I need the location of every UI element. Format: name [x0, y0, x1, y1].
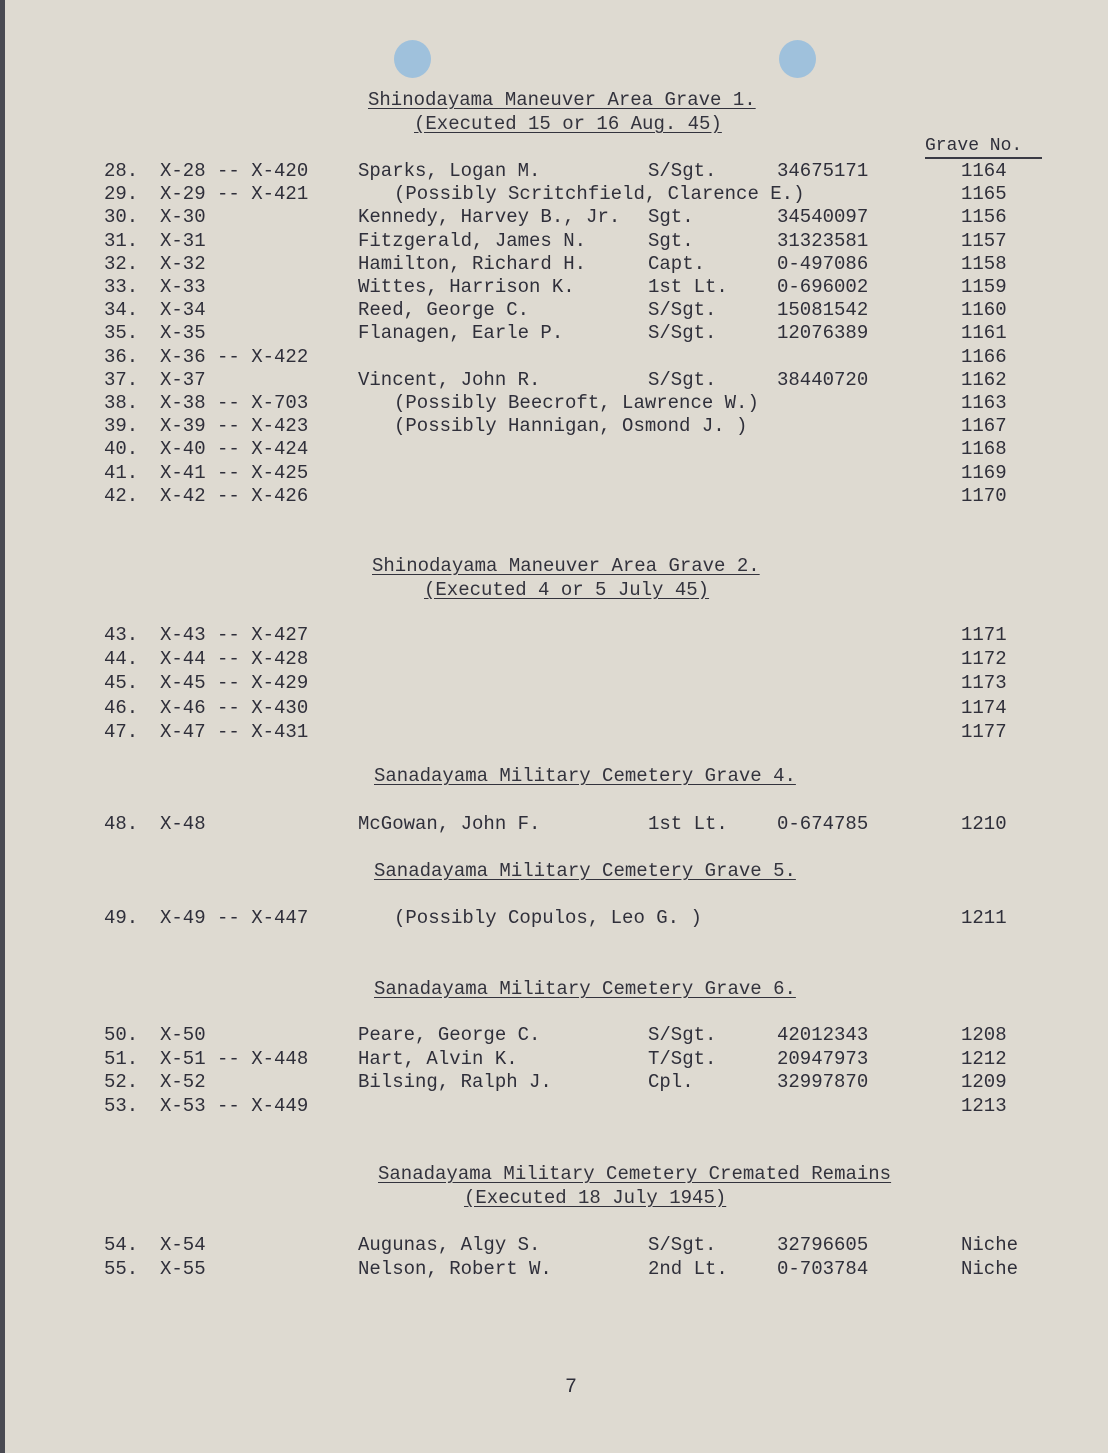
person-name: Augunas, Algy S. — [358, 1234, 541, 1256]
x-designation: X-33 — [160, 276, 206, 298]
section-title: Shinodayama Maneuver Area Grave 1. — [368, 89, 756, 111]
grave-number: 1171 — [961, 624, 1007, 646]
grave-number: 1210 — [961, 813, 1007, 835]
identification-note: (Possibly Beecroft, Lawrence W.) — [394, 392, 759, 414]
grave-number: 1158 — [961, 253, 1007, 275]
page-edge-shadow — [0, 0, 5, 1453]
x-designation: X-36 -- X-422 — [160, 346, 309, 368]
serial-number: 0-703784 — [777, 1258, 869, 1280]
row-number: 32. — [104, 253, 139, 275]
x-designation: X-55 — [160, 1258, 206, 1280]
x-designation: X-53 -- X-449 — [160, 1095, 309, 1117]
rank: 2nd Lt. — [648, 1258, 728, 1280]
grave-number: Niche — [961, 1258, 1019, 1280]
row-number: 52. — [104, 1071, 139, 1093]
row-number: 48. — [104, 813, 139, 835]
row-number: 36. — [104, 346, 139, 368]
grave-number: 1172 — [961, 648, 1007, 670]
row-number: 43. — [104, 624, 139, 646]
row-number: 55. — [104, 1258, 139, 1280]
rank: Capt. — [648, 253, 706, 275]
person-name: Bilsing, Ralph J. — [358, 1071, 552, 1093]
grave-number: 1157 — [961, 230, 1007, 252]
x-designation: X-41 -- X-425 — [160, 462, 309, 484]
x-designation: X-44 -- X-428 — [160, 648, 309, 670]
x-designation: X-30 — [160, 206, 206, 228]
serial-number: 12076389 — [777, 322, 869, 344]
person-name: Sparks, Logan M. — [358, 160, 541, 182]
grave-number: 1170 — [961, 485, 1007, 507]
x-designation: X-47 -- X-431 — [160, 721, 309, 743]
x-designation: X-28 -- X-420 — [160, 160, 309, 182]
x-designation: X-38 -- X-703 — [160, 392, 309, 414]
person-name: Reed, George C. — [358, 299, 530, 321]
grave-number: 1164 — [961, 160, 1007, 182]
grave-number: 1208 — [961, 1024, 1007, 1046]
x-designation: X-37 — [160, 369, 206, 391]
x-designation: X-48 — [160, 813, 206, 835]
row-number: 46. — [104, 697, 139, 719]
x-designation: X-42 -- X-426 — [160, 485, 309, 507]
grave-number: 1162 — [961, 369, 1007, 391]
serial-number: 32796605 — [777, 1234, 869, 1256]
grave-number: 1169 — [961, 462, 1007, 484]
x-designation: X-54 — [160, 1234, 206, 1256]
person-name: Fitzgerald, James N. — [358, 230, 587, 252]
row-number: 53. — [104, 1095, 139, 1117]
grave-number: 1166 — [961, 346, 1007, 368]
serial-number: 34540097 — [777, 206, 869, 228]
person-name: McGowan, John F. — [358, 813, 541, 835]
rank: 1st Lt. — [648, 813, 728, 835]
row-number: 34. — [104, 299, 139, 321]
section-title: Sanadayama Military Cemetery Grave 4. — [374, 765, 796, 787]
x-designation: X-45 -- X-429 — [160, 672, 309, 694]
grave-number: 1160 — [961, 299, 1007, 321]
person-name: Nelson, Robert W. — [358, 1258, 552, 1280]
x-designation: X-50 — [160, 1024, 206, 1046]
section-title: Sanadayama Military Cemetery Cremated Remains — [378, 1163, 892, 1185]
grave-number: 1163 — [961, 392, 1007, 414]
rank: Sgt. — [648, 206, 694, 228]
serial-number: 38440720 — [777, 369, 869, 391]
x-designation: X-34 — [160, 299, 206, 321]
serial-number: 15081542 — [777, 299, 869, 321]
section-subtitle: (Executed 15 or 16 Aug. 45) — [414, 113, 722, 135]
person-name: Kennedy, Harvey B., Jr. — [358, 206, 621, 228]
row-number: 37. — [104, 369, 139, 391]
rank: S/Sgt. — [648, 1234, 717, 1256]
section-title: Shinodayama Maneuver Area Grave 2. — [372, 555, 760, 577]
rank: 1st Lt. — [648, 276, 728, 298]
row-number: 35. — [104, 322, 139, 344]
row-number: 47. — [104, 721, 139, 743]
serial-number: 34675171 — [777, 160, 869, 182]
row-number: 29. — [104, 183, 139, 205]
row-number: 30. — [104, 206, 139, 228]
grave-number: 1174 — [961, 697, 1007, 719]
rank: S/Sgt. — [648, 322, 717, 344]
rank: S/Sgt. — [648, 160, 717, 182]
rank: Sgt. — [648, 230, 694, 252]
row-number: 33. — [104, 276, 139, 298]
serial-number: 0-674785 — [777, 813, 869, 835]
row-number: 50. — [104, 1024, 139, 1046]
serial-number: 0-696002 — [777, 276, 869, 298]
grave-number: 1211 — [961, 907, 1007, 929]
serial-number: 20947973 — [777, 1048, 869, 1070]
x-designation: X-49 -- X-447 — [160, 907, 309, 929]
serial-number: 0-497086 — [777, 253, 869, 275]
row-number: 41. — [104, 462, 139, 484]
x-designation: X-43 -- X-427 — [160, 624, 309, 646]
row-number: 40. — [104, 438, 139, 460]
person-name: Vincent, John R. — [358, 369, 541, 391]
x-designation: X-32 — [160, 253, 206, 275]
grave-number: 1209 — [961, 1071, 1007, 1093]
row-number: 28. — [104, 160, 139, 182]
row-number: 45. — [104, 672, 139, 694]
person-name: Hamilton, Richard H. — [358, 253, 587, 275]
grave-number: 1168 — [961, 438, 1007, 460]
person-name: Peare, George C. — [358, 1024, 541, 1046]
grave-number: 1161 — [961, 322, 1007, 344]
rank: Cpl. — [648, 1071, 694, 1093]
grave-number: 1159 — [961, 276, 1007, 298]
row-number: 49. — [104, 907, 139, 929]
person-name: Wittes, Harrison K. — [358, 276, 575, 298]
rank: S/Sgt. — [648, 369, 717, 391]
grave-number: 1167 — [961, 415, 1007, 437]
x-designation: X-31 — [160, 230, 206, 252]
row-number: 44. — [104, 648, 139, 670]
punch-hole-right — [779, 40, 816, 78]
section-subtitle: (Executed 18 July 1945) — [464, 1187, 727, 1209]
page-number: 7 — [565, 1376, 578, 1399]
person-name: Flanagen, Earle P. — [358, 322, 564, 344]
x-designation: X-52 — [160, 1071, 206, 1093]
row-number: 31. — [104, 230, 139, 252]
serial-number: 42012343 — [777, 1024, 869, 1046]
x-designation: X-29 -- X-421 — [160, 183, 309, 205]
x-designation: X-35 — [160, 322, 206, 344]
section-title: Sanadayama Military Cemetery Grave 5. — [374, 860, 796, 882]
identification-note: (Possibly Hannigan, Osmond J. ) — [394, 415, 748, 437]
grave-number: 1165 — [961, 183, 1007, 205]
row-number: 38. — [104, 392, 139, 414]
x-designation: X-51 -- X-448 — [160, 1048, 309, 1070]
rank: S/Sgt. — [648, 299, 717, 321]
row-number: 54. — [104, 1234, 139, 1256]
grave-number-header: Grave No. — [925, 136, 1042, 159]
grave-number: Niche — [961, 1234, 1019, 1256]
rank: S/Sgt. — [648, 1024, 717, 1046]
row-number: 42. — [104, 485, 139, 507]
x-designation: X-40 -- X-424 — [160, 438, 309, 460]
identification-note: (Possibly Scritchfield, Clarence E.) — [394, 183, 805, 205]
x-designation: X-46 -- X-430 — [160, 697, 309, 719]
x-designation: X-39 -- X-423 — [160, 415, 309, 437]
person-name: Hart, Alvin K. — [358, 1048, 518, 1070]
grave-number: 1173 — [961, 672, 1007, 694]
grave-number: 1212 — [961, 1048, 1007, 1070]
rank: T/Sgt. — [648, 1048, 717, 1070]
section-title: Sanadayama Military Cemetery Grave 6. — [374, 978, 796, 1000]
punch-hole-left — [394, 40, 431, 78]
grave-number: 1156 — [961, 206, 1007, 228]
identification-note: (Possibly Copulos, Leo G. ) — [394, 907, 702, 929]
row-number: 51. — [104, 1048, 139, 1070]
row-number: 39. — [104, 415, 139, 437]
serial-number: 32997870 — [777, 1071, 869, 1093]
grave-number: 1177 — [961, 721, 1007, 743]
serial-number: 31323581 — [777, 230, 869, 252]
section-subtitle: (Executed 4 or 5 July 45) — [424, 579, 710, 601]
grave-number: 1213 — [961, 1095, 1007, 1117]
